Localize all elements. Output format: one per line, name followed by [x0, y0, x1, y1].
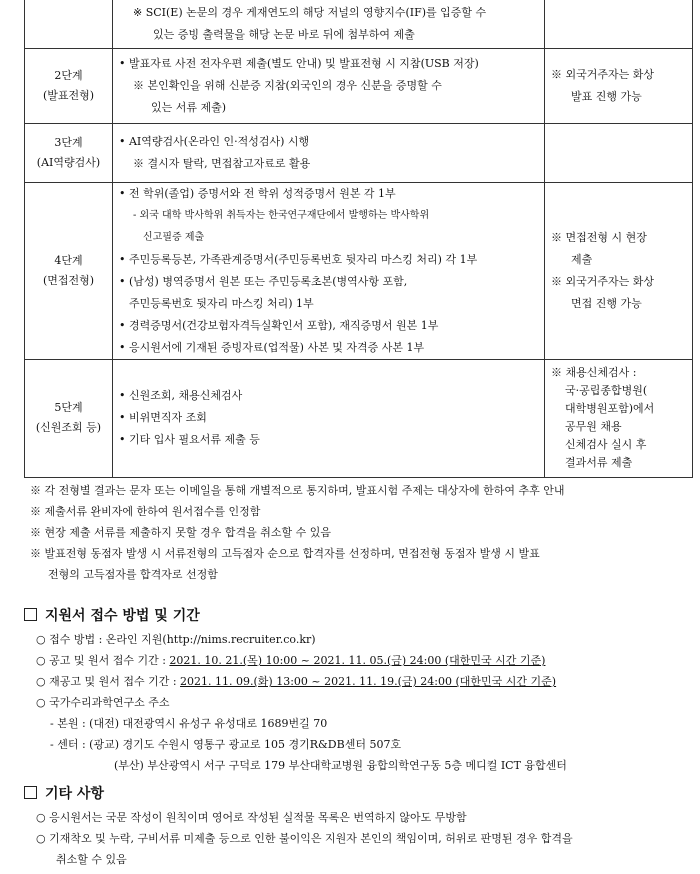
note-line: 대학병원포함)에서 — [565, 402, 655, 415]
stage-label — [25, 123, 113, 182]
process-notes — [30, 480, 690, 585]
note-line: 신체검사 실시 후 — [565, 438, 647, 451]
reapply-period: ○ 재공고 및 원서 접수 기간 : 2021. 11. 09.(화) 13:00 ~ 2021. 11. 19.(금) 24:00 (대한민국 시간 기준) — [36, 675, 557, 688]
note-line: ※ 외국거주자는 화상 — [551, 67, 655, 81]
table-row — [25, 359, 693, 477]
table-row — [25, 0, 693, 48]
address-label: ○ 국가수리과학연구소 주소 — [36, 696, 170, 709]
etc-item-cont: 취소할 수 있음 — [56, 853, 127, 866]
stage-name: 2단계 — [54, 68, 83, 82]
content-line: 신고필증 제출 — [143, 231, 205, 243]
stage-note — [545, 0, 693, 48]
stage-name: 3단계 — [54, 135, 83, 149]
center-address: (부산) 부산광역시 서구 구덕로 179 부산대학교병원 융합의학연구동 5층 메디컬 ICT 융합센터 — [114, 759, 567, 772]
stage-name: 5단계 — [54, 401, 83, 414]
content-line: • 전 학위(졸업) 증명서와 전 학위 성적증명서 원본 각 1부 — [119, 186, 396, 200]
stage-type: (면접전형) — [42, 273, 95, 287]
apply-period: ○ 공고 및 원서 접수 기간 : 2021. 10. 21.(목) 10:00 ~ 2021. 11. 05.(금) 24:00 (대한민국 시간 기준) — [36, 654, 546, 667]
stage-label — [25, 182, 113, 359]
note-line: ※ 면접전형 시 현장 — [551, 230, 647, 244]
content-line: 주민등록번호 뒷자리 마스킹 처리) 1부 — [129, 296, 314, 310]
hq-address: - 본원 : (대전) 대전광역시 유성구 유성대로 1689번길 70 — [50, 717, 328, 730]
note-line: 발표 진행 가능 — [571, 89, 642, 103]
content-line: • 발표자료 사전 전자우편 제출(별도 안내) 및 발표전형 시 지참(USB 저장) — [119, 56, 479, 70]
apply-method: ○ 접수 방법 : 온라인 지원(http://nims.recruiter.co.kr) — [36, 633, 316, 646]
etc-item: ○ 기재착오 및 누락, 구비서류 미제출 등으로 인한 불이익은 지원자 본인의 책임이며, 허위로 판명된 경우 합격을 — [36, 832, 573, 845]
note-line: ※ 외국거주자는 화상 — [551, 274, 655, 288]
content-line: • 경력증명서(건강보험자격득실확인서 포함), 재직증명서 원본 1부 — [119, 318, 439, 332]
section-title: 기타 사항 — [24, 784, 684, 804]
note-line: 공무원 채용 — [565, 420, 622, 433]
note-line: ※ 채용신체검사 : — [551, 366, 637, 379]
content-line: • AI역량검사(온라인 인·적성검사) 시행 — [119, 134, 310, 148]
stage-note — [545, 48, 693, 123]
stage-note — [545, 359, 693, 477]
content-line: • 신원조회, 채용신체검사 — [119, 389, 243, 402]
note-line: 국·공립종합병원( — [565, 384, 648, 397]
stage-label — [25, 48, 113, 123]
content-line: 있는 증빙 출력물을 해당 논문 바로 뒤에 첨부하여 제출 — [153, 28, 415, 41]
note-line: ※ 현장 제출 서류를 제출하지 못할 경우 합격을 취소할 수 있음 — [30, 526, 331, 539]
stage-type: (AI역량검사) — [36, 155, 101, 169]
note-line: ※ 각 전형별 결과는 문자 또는 이메일을 통해 개별적으로 통지하며, 발표시험 주제는 대상자에 한하여 추후 안내 — [30, 484, 565, 497]
content-line: • 기타 입사 필요서류 제출 등 — [119, 433, 260, 446]
stage-content — [113, 0, 545, 48]
note-line: 면접 진행 가능 — [571, 296, 642, 310]
application-section — [24, 606, 684, 776]
square-bullet-icon — [24, 786, 37, 799]
content-line: • 비위면직자 조회 — [119, 411, 207, 424]
note-line: 제출 — [571, 252, 593, 266]
stage-cell-empty — [25, 0, 113, 48]
note-line: 전형의 고득점자를 합격자로 선정함 — [48, 568, 218, 581]
content-line: • 주민등록등본, 가족관계증명서(주민등록번호 뒷자리 마스킹 처리) 각 1부 — [119, 252, 478, 266]
stage-content — [113, 48, 545, 123]
content-line: • 응시원서에 기재된 증빙자료(업적물) 사본 및 자격증 사본 1부 — [119, 340, 425, 354]
stage-type: (발표전형) — [42, 88, 95, 102]
stage-content — [113, 123, 545, 182]
note-line: ※ 제출서류 완비자에 한하여 원서접수를 인정함 — [30, 505, 261, 518]
content-line: ※ 결시자 탈락, 면접참고자료로 활용 — [133, 156, 311, 170]
note-line: ※ 발표전형 동점자 발생 시 서류전형의 고득점자 순으로 합격자를 선정하며, 면접전형 동점자 발생 시 발표 — [30, 547, 540, 560]
content-line: • (남성) 병역증명서 원본 또는 주민등록초본(병역사항 포함, — [119, 274, 408, 288]
stage-content — [113, 359, 545, 477]
square-bullet-icon — [24, 608, 37, 621]
stage-note — [545, 123, 693, 182]
selection-process-table — [24, 0, 693, 478]
table-row — [25, 182, 693, 359]
note-line: 결과서류 제출 — [565, 456, 633, 469]
etc-item: ○ 응시원서는 국문 작성이 원칙이며 영어로 작성된 실적물 목록은 번역하지 않아도 무방함 — [36, 811, 467, 824]
content-line: - 외국 대학 박사학위 취득자는 한국연구재단에서 발행하는 박사학위 — [133, 209, 430, 221]
etc-section — [24, 784, 684, 870]
content-line: ※ SCI(E) 논문의 경우 게재연도의 해당 저널의 영향지수(IF)를 입증할 수 — [133, 6, 487, 19]
content-line: 있는 서류 제출) — [151, 100, 227, 114]
stage-name: 4단계 — [54, 253, 83, 267]
section-title: 지원서 접수 방법 및 기간 — [24, 606, 684, 626]
content-line: ※ 본인확인을 위해 신분증 지참(외국인의 경우 신분을 증명할 수 — [133, 78, 442, 92]
center-address: - 센터 : (광교) 경기도 수원시 영통구 광교로 105 경기R&DB센터 507호 — [50, 738, 402, 751]
stage-note — [545, 182, 693, 359]
stage-label — [25, 359, 113, 477]
stage-content — [113, 182, 545, 359]
table-row — [25, 123, 693, 182]
table-row — [25, 48, 693, 123]
stage-type: (신원조회 등) — [35, 421, 102, 434]
